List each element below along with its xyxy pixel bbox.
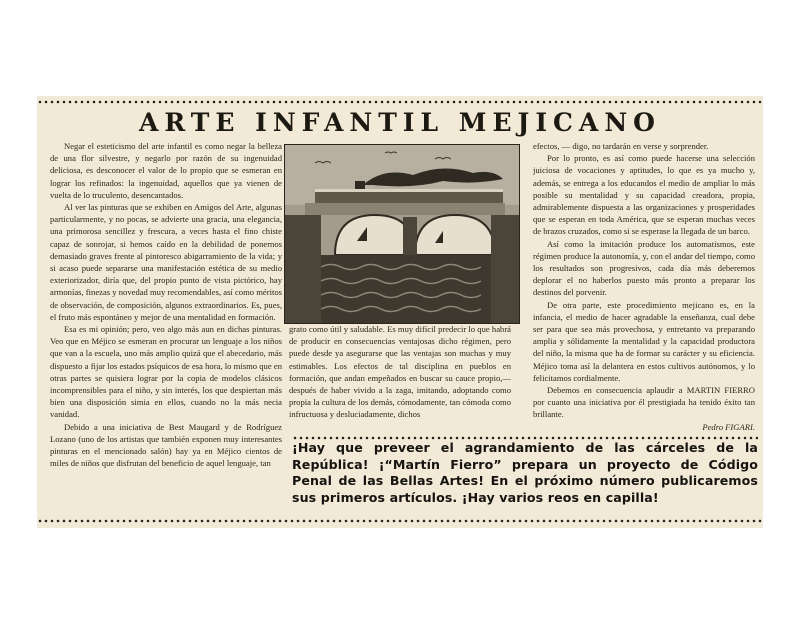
bottom-dotted-rule [37,519,763,523]
paragraph: efectos, — digo, no tardarán en verse y sorprender. [533,141,709,151]
article-column-2 [289,323,511,433]
child-painting-steamship-bridge-icon [285,145,519,323]
top-dotted-rule [37,100,763,104]
announcement-banner: ¡Hay que preveer el agrandamiento de las cárceles de la República! ¡“Martín Fierro” prepara un proyecto de Código Penal de las Bellas Artes! En el próximo número publicaremos sus primeros artículos. ¡Hay varios reos en capilla! [292,440,758,505]
article-title: ARTE INFANTIL MEJICANO [139,108,661,137]
author-signature: Pedro FIGARI. [702,421,755,432]
paragraph: Así como la imitación produce los automatismos, este régimen produce la autonomía, y, con el andar del tiempo, como los resultados son progresivos, cada día más deberemos deplorar el no haberlos puesto más pronto a preparar los destinos del porvenir. [533,238,755,298]
paragraph: Negar el esteticismo del arte infantil es como negar la belleza de una flor silvestre, y negarlo por razón de su ingenuidad deliciosa, es desconocer el valor de lo propio que se esmeran en lograr los refinados: la ingenuidad, aquellos que ya vienen de vuelta de lo truculento, desencantados. [50,141,282,200]
paragraph: Esa es mi opinión; pero, veo algo más aun en dichas pinturas. Veo que en Méjico se esmeran en procurar un lenguaje a los niños que van a la escuela, uno más amplio quizá que el abecedario, más dispuesto a fijar los estados psíquicos de esa hora, lo mismo que en otras partes se quisiera lograr por la copia de modelos clásicos incomprensibles para el niño, y sin interés, los que despiertan más bien una disposición simia en ellos, cuando no la más necia vanidad. [50,324,282,420]
article-column-3 [533,140,755,440]
paragraph: grato como útil y saludable. Es muy difícil predecir lo que habrá de producir en consecuencias ventajosas dicho régimen, pero puede desde ya asegurarse que las ventajas son muchas y muy estimables. Los efectos de tal disciplina en pueblos en formación, que andan empeñados en buscar su cauce propio,—después de haber vivido a la zaga, imitando, adoptando como propia la cultura de los demás, cómodamente, tan cómoda como infructuosa y desluciadamente, dichos [289,324,511,420]
paragraph: Por lo pronto, es así como puede hacerse una selección juiciosa de vocaciones y aptitudes, lo que es ya mucho y, además, se entrega a los educandos el medio de ampliar lo más posible su mentalidad y su capacidad creadora, propia, admirablemente dispuesta a las organizaciones y prosperidades que se esperan en toda América, que se esperan muchas veces de brazos cruzados, como si se esperase la llegada de un barco. [533,153,755,237]
child-painting-illustration [284,144,520,324]
newspaper-page [37,96,763,528]
paragraph: Debido a una iniciativa de Best Maugard y de Rodríguez Lozano (uno de los artistas que también exponen muy interesantes pinturas en el mencionado salón) hay ya en Méjico cientos de miles de niños que disfrutan del beneficio de aquel lenguaje, tan [50,421,282,469]
paragraph: De otra parte, este procedimiento mejicano es, en la infancia, el medio de hacer agradable la enseñanza, cual debe ser para que sea más provechosa, y entretanto va preparando amplia y sólidamente la mentalidad y la capacidad productora del niño, la misma que ha de formar su carácter y su eficiencia. Méjico toma así la delantera en estos cultivos autónomos, y lo felicitamos cordialmente. [533,299,755,383]
article-column-1 [50,140,282,528]
paragraph: Debemos en consecuencia aplaudir a MARTIN FIERRO por cuanto una iniciativa por él prestigiada ha tenido éxito tan brillante. [533,385,755,420]
paragraph: Al ver las pinturas que se exhiben en Amigos del Arte, algunas particularmente, y no pocas, se advierte una gracia, una elegancia, una primorosa sencillez y frescura, a veces hasta el fino chiste capaz de sonrojar, si hemos caído en la debilidad de ponernos demasiado graves frente al pintoresco abigarramiento de la vida; y si acaso puede separarse una manifestación estética de su medio exteriorizador, diría que, del propio punto de vista pictórico, hay armonías, finezas y novedad muy recomendables, así como méritos de observación, de composición, algunos extraordinarios. Es, pues, el fruto más espontáneo y mejor de una mentalidad en formación. [50,202,282,322]
